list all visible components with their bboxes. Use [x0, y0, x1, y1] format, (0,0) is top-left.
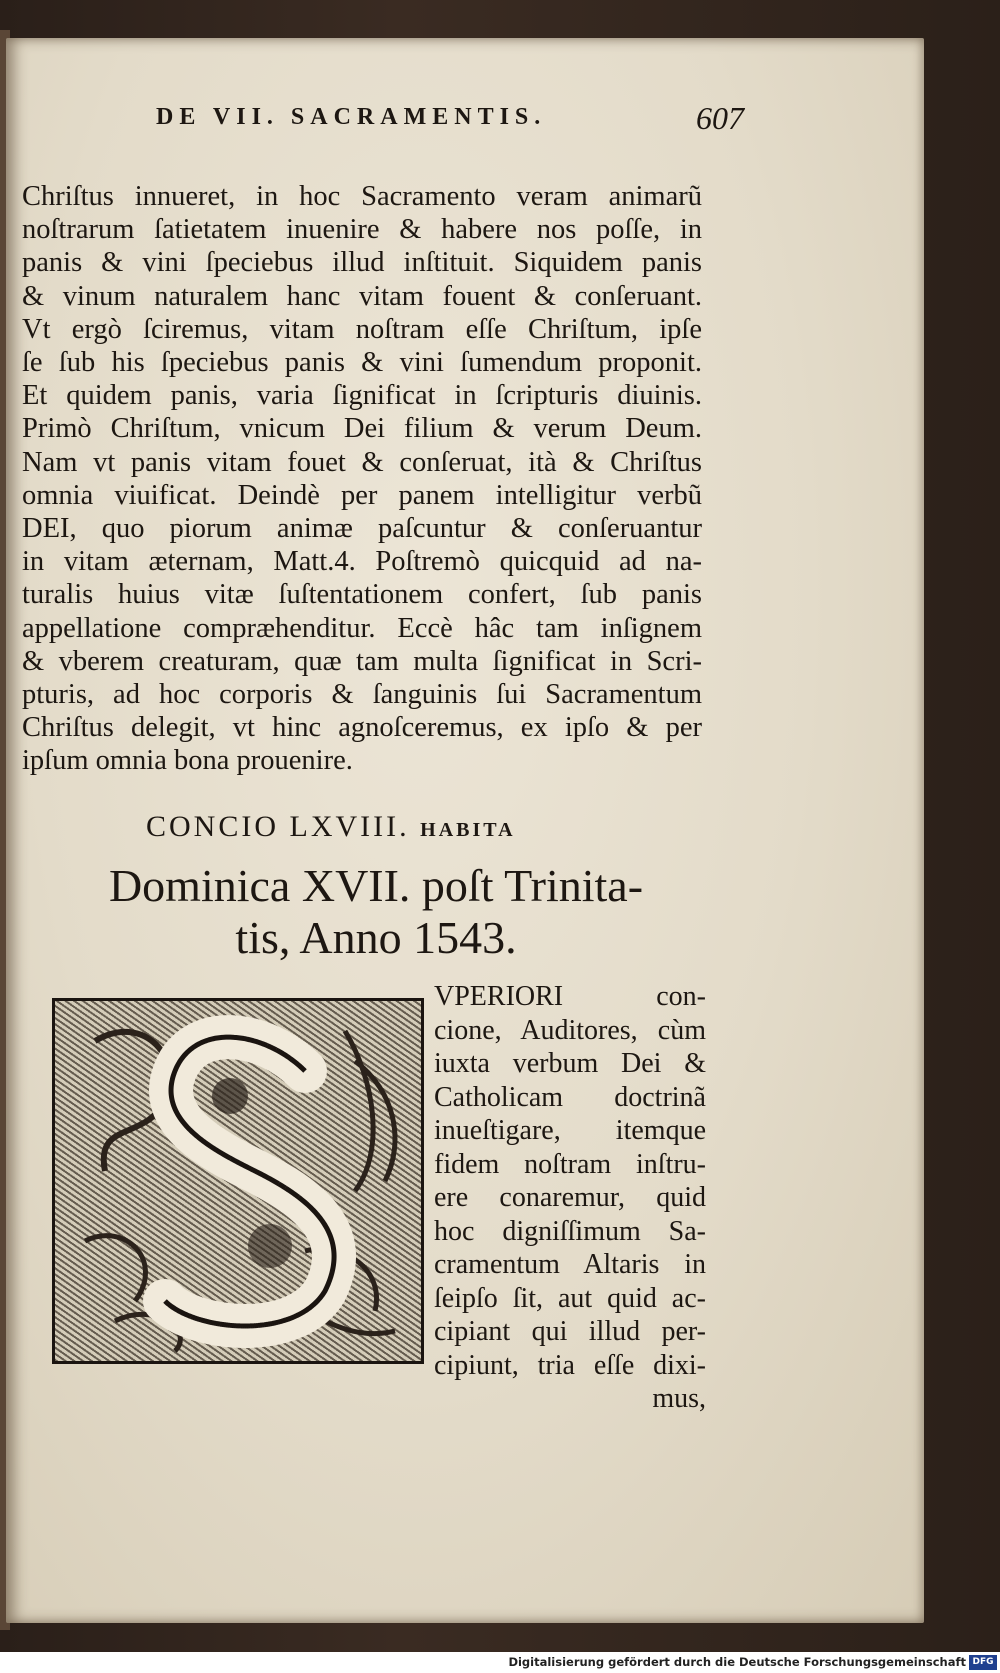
- text-line: Vt ergò ſciremus, vitam noſtram eſſe Chriſtum, ipſe: [22, 313, 702, 345]
- text-line: cramentum Altaris in: [434, 1249, 706, 1280]
- text-line: ipſum omnia bona prouenire.: [22, 745, 353, 777]
- text-line: inueſtigare, itemque: [434, 1115, 706, 1146]
- page-number: 607: [696, 100, 744, 136]
- initial-paragraph: [434, 980, 706, 1416]
- sermon-habita: HABITA: [420, 819, 516, 841]
- text-line: DEI, quo piorum animæ paſcuntur & conſeruantur: [22, 513, 702, 545]
- woodcut-initial-illustration: [55, 1001, 421, 1361]
- running-head: DE VII. SACRAMENTIS.: [156, 104, 547, 130]
- text-line: appellatione comprӕhenditur. Eccè hâc tam inſignem: [22, 612, 702, 644]
- text-line: pturis, ad hoc corporis & ſanguinis ſui Sacramentum: [22, 679, 702, 711]
- text-line: ſe ſub his ſpeciebus panis & vini ſumendum proponit.: [22, 347, 702, 379]
- decorated-initial-s: [52, 998, 424, 1364]
- text-line: ſeipſo ſit, aut quid ac-: [434, 1282, 706, 1314]
- text-line: iuxta verbum Dei &: [434, 1048, 706, 1079]
- dfg-logo: DFG: [969, 1655, 997, 1670]
- text-line: & vberem creaturam, quæ tam multa ſignificat in Scri-: [22, 645, 702, 677]
- text-line: Catholicam doctrinã: [434, 1081, 706, 1113]
- text-line: Et quidem panis, varia ſignificat in ſcripturis diuinis.: [22, 380, 702, 412]
- text-line: Chriſtus delegit, vt hinc agnoſceremus, ex ipſo & per: [22, 712, 702, 744]
- sermon-heading: [146, 810, 516, 844]
- sermon-title: [6, 860, 746, 964]
- footer-bar: [0, 1652, 1000, 1673]
- footer-credit: Digitalisierung gefördert durch die Deutsche Forschungsgemeinschaft: [508, 1655, 966, 1669]
- sermon-number: CONCIO LXVIII.: [146, 810, 410, 843]
- text-line: cipiunt, tria eſſe dixi-: [434, 1349, 706, 1381]
- text-line: Nam vt panis vitam fouet & conſeruat, ità & Chriſtus: [22, 446, 702, 478]
- text-line: omnia viuificat. Deindè per panem intelligitur verbũ: [22, 479, 702, 511]
- text-line: mus,: [652, 1383, 706, 1414]
- text-line: Chriſtus innueret, in hoc Sacramento veram animarũ: [22, 181, 702, 212]
- text-line: turalis huius vitæ ſuſtentationem confert, ſub panis: [22, 579, 702, 611]
- body-text: [22, 180, 702, 778]
- text-line: ere conaremur, quid: [434, 1182, 706, 1213]
- text-line: cione, Auditores, cùm: [434, 1014, 706, 1046]
- text-line: noſtrarum ſatietatem inuenire & habere nos poſſe, in: [22, 214, 702, 246]
- text-line: cipiant qui illud per-: [434, 1316, 706, 1347]
- text-line: panis & vini ſpeciebus illud inſtituit. Siquidem panis: [22, 247, 702, 279]
- text-line: Primò Chriſtum, vnicum Dei filium & verum Deum.: [22, 413, 702, 445]
- text-line: & vinum naturalem hanc vitam fouent & conſeruant.: [22, 280, 702, 312]
- text-line: hoc digniſſimum Sa-: [434, 1215, 706, 1247]
- title-line: tis, Anno 1543.: [235, 912, 517, 963]
- book-page: [6, 38, 924, 1623]
- text-line: in vitam æternam, Matt.4. Poſtremò quicquid ad na-: [22, 546, 702, 578]
- text-line: fidem noſtram inſtru-: [434, 1148, 706, 1180]
- title-line: Dominica XVII. poſt Trinita-: [108, 860, 644, 911]
- text-line: VPERIORI con-: [434, 981, 706, 1012]
